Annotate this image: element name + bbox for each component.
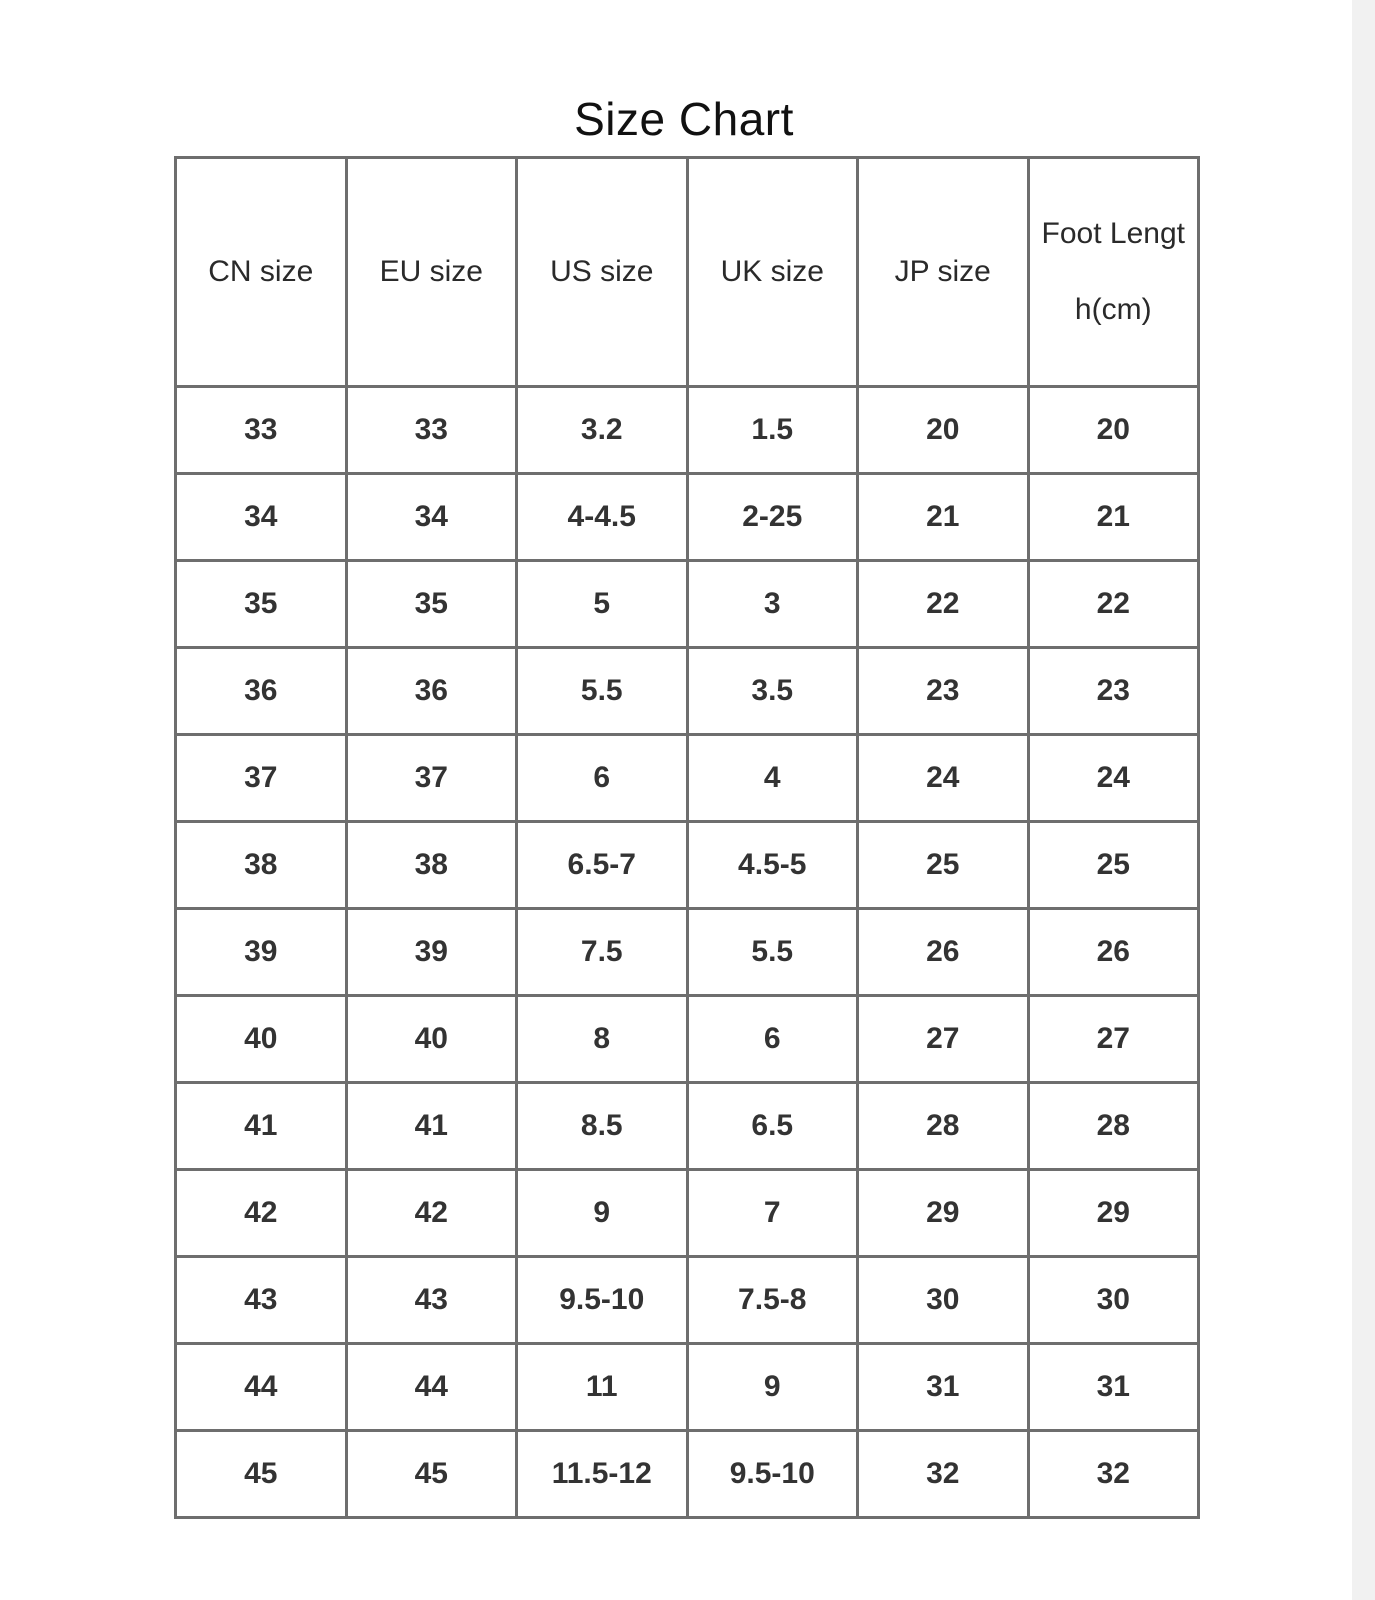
size-table (174, 156, 1200, 1519)
cell-eu-size: 38 (346, 822, 517, 909)
cell-jp-size: 22 (858, 561, 1029, 648)
cell-jp-size: 24 (858, 735, 1029, 822)
cell-foot-length: 29 (1028, 1170, 1199, 1257)
cell-cn-size: 40 (176, 996, 347, 1083)
cell-foot-length: 21 (1028, 474, 1199, 561)
cell-uk-size: 6.5 (687, 1083, 858, 1170)
table-header (176, 158, 1199, 387)
cell-cn-size: 34 (176, 474, 347, 561)
cell-uk-size: 1.5 (687, 387, 858, 474)
header-us-size: US size (517, 158, 688, 387)
cell-jp-size: 26 (858, 909, 1029, 996)
cell-foot-length: 28 (1028, 1083, 1199, 1170)
header-foot-length: Foot Length(cm) (1028, 158, 1199, 387)
cell-eu-size: 39 (346, 909, 517, 996)
cell-uk-size: 2-25 (687, 474, 858, 561)
page-edge-strip (1352, 0, 1375, 1600)
cell-cn-size: 38 (176, 822, 347, 909)
cell-us-size: 5 (517, 561, 688, 648)
cell-cn-size: 35 (176, 561, 347, 648)
cell-us-size: 6 (517, 735, 688, 822)
cell-eu-size: 45 (346, 1431, 517, 1518)
cell-foot-length: 25 (1028, 822, 1199, 909)
cell-us-size: 8 (517, 996, 688, 1083)
cell-us-size: 4-4.5 (517, 474, 688, 561)
cell-cn-size: 43 (176, 1257, 347, 1344)
cell-us-size: 8.5 (517, 1083, 688, 1170)
table-row (176, 1257, 1199, 1344)
table-row (176, 561, 1199, 648)
cell-cn-size: 42 (176, 1170, 347, 1257)
cell-jp-size: 20 (858, 387, 1029, 474)
cell-cn-size: 36 (176, 648, 347, 735)
cell-uk-size: 7 (687, 1170, 858, 1257)
cell-uk-size: 6 (687, 996, 858, 1083)
cell-cn-size: 39 (176, 909, 347, 996)
header-cn-size: CN size (176, 158, 347, 387)
table-row (176, 474, 1199, 561)
table-row (176, 996, 1199, 1083)
cell-us-size: 6.5-7 (517, 822, 688, 909)
table-row (176, 1170, 1199, 1257)
cell-eu-size: 43 (346, 1257, 517, 1344)
table-row (176, 387, 1199, 474)
cell-cn-size: 41 (176, 1083, 347, 1170)
cell-foot-length: 27 (1028, 996, 1199, 1083)
cell-cn-size: 45 (176, 1431, 347, 1518)
cell-jp-size: 28 (858, 1083, 1029, 1170)
cell-jp-size: 31 (858, 1344, 1029, 1431)
cell-uk-size: 3 (687, 561, 858, 648)
cell-cn-size: 37 (176, 735, 347, 822)
cell-us-size: 7.5 (517, 909, 688, 996)
cell-us-size: 5.5 (517, 648, 688, 735)
cell-eu-size: 35 (346, 561, 517, 648)
table-row (176, 1431, 1199, 1518)
table-row (176, 735, 1199, 822)
cell-foot-length: 31 (1028, 1344, 1199, 1431)
table-row (176, 909, 1199, 996)
cell-uk-size: 4.5-5 (687, 822, 858, 909)
table-body (176, 387, 1199, 1518)
cell-uk-size: 9.5-10 (687, 1431, 858, 1518)
cell-uk-size: 7.5-8 (687, 1257, 858, 1344)
cell-us-size: 9.5-10 (517, 1257, 688, 1344)
cell-jp-size: 27 (858, 996, 1029, 1083)
header-uk-size: UK size (687, 158, 858, 387)
cell-foot-length: 24 (1028, 735, 1199, 822)
table-row (176, 648, 1199, 735)
cell-jp-size: 32 (858, 1431, 1029, 1518)
cell-cn-size: 33 (176, 387, 347, 474)
cell-us-size: 3.2 (517, 387, 688, 474)
cell-us-size: 11.5-12 (517, 1431, 688, 1518)
cell-eu-size: 40 (346, 996, 517, 1083)
cell-us-size: 9 (517, 1170, 688, 1257)
cell-foot-length: 20 (1028, 387, 1199, 474)
header-eu-size: EU size (346, 158, 517, 387)
cell-cn-size: 44 (176, 1344, 347, 1431)
cell-us-size: 11 (517, 1344, 688, 1431)
cell-uk-size: 3.5 (687, 648, 858, 735)
cell-jp-size: 29 (858, 1170, 1029, 1257)
cell-foot-length: 26 (1028, 909, 1199, 996)
cell-jp-size: 21 (858, 474, 1029, 561)
cell-foot-length: 30 (1028, 1257, 1199, 1344)
header-row (176, 158, 1199, 387)
table-row (176, 1344, 1199, 1431)
cell-eu-size: 34 (346, 474, 517, 561)
cell-eu-size: 36 (346, 648, 517, 735)
cell-jp-size: 23 (858, 648, 1029, 735)
cell-eu-size: 37 (346, 735, 517, 822)
cell-eu-size: 42 (346, 1170, 517, 1257)
header-jp-size: JP size (858, 158, 1029, 387)
cell-uk-size: 9 (687, 1344, 858, 1431)
cell-eu-size: 41 (346, 1083, 517, 1170)
cell-eu-size: 33 (346, 387, 517, 474)
cell-foot-length: 22 (1028, 561, 1199, 648)
cell-jp-size: 25 (858, 822, 1029, 909)
cell-jp-size: 30 (858, 1257, 1029, 1344)
cell-eu-size: 44 (346, 1344, 517, 1431)
table-row (176, 822, 1199, 909)
table-row (176, 1083, 1199, 1170)
chart-title: Size Chart (574, 93, 794, 145)
cell-uk-size: 5.5 (687, 909, 858, 996)
cell-foot-length: 32 (1028, 1431, 1199, 1518)
cell-foot-length: 23 (1028, 648, 1199, 735)
cell-uk-size: 4 (687, 735, 858, 822)
